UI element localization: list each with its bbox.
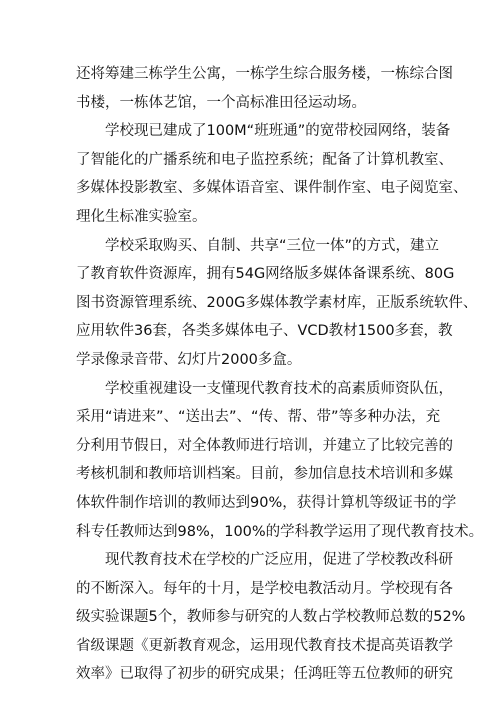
text-line: 科专任教师达到98%，100%的学科教学运用了现代教育技术。 [76, 523, 484, 540]
paragraph-research [76, 546, 466, 689]
text-line: 应用软件36套，各类多媒体电子、VCD教材1500多套，教 [76, 323, 453, 340]
paragraph-campus-construction [76, 60, 453, 117]
paragraph-network-facilities [76, 117, 468, 231]
text-line: 图书资源管理系统、200G多媒体教学素材库，正版系统软件、 [76, 294, 478, 311]
text-line: 级实验课题5个，教师参与研究的人数占学校教师总数的52% [76, 609, 466, 626]
text-line: 采用“请进来”、“送出去”、“传、帮、带”等多种办法，充 [76, 409, 441, 426]
text-line: 体软件制作培训的教师达到90%，获得计算机等级证书的学 [76, 494, 457, 511]
text-line: 的不断深入。每年的十月，是学校电教活动月。学校现有各 [76, 580, 453, 597]
text-line: 学录像录音带、幻灯片2000多盒。 [76, 351, 302, 368]
text-line: 学校现已建成了100M“班班通”的宽带校园网络，装备 [105, 123, 451, 140]
text-line: 效率》已取得了初步的研究成果；任鸿旺等五位教师的研究 [76, 666, 453, 683]
paragraph-software-resources [76, 232, 478, 375]
text-line: 分利用节假日，对全体教师进行培训，并建立了比较完善的 [76, 437, 453, 454]
text-line: 多媒体投影教室、多媒体语音室、课件制作室、电子阅览室、 [76, 180, 468, 197]
text-line: 还将筹建三栋学生公寓，一栋学生综合服务楼，一栋综合图 [76, 66, 453, 82]
text-line: 省级课题《更新教育观念，运用现代教育技术提高英语教学 [76, 637, 453, 654]
paragraph-teacher-training [76, 375, 484, 547]
text-line: 书楼，一栋体艺馆，一个高标准田径运动场。 [76, 94, 366, 111]
text-line: 理化生标准实验室。 [76, 208, 207, 225]
text-line: 考核机制和教师培训档案。目前，参加信息技术培训和多媒 [76, 466, 453, 483]
text-line: 学校采取购买、自制、共享“三位一体”的方式，建立 [105, 237, 440, 254]
text-line: 现代教育技术在学校的广泛应用，促进了学校教改科研 [105, 552, 453, 569]
text-line: 了智能化的广播系统和电子监控系统；配备了计算机教室、 [76, 151, 453, 168]
text-line: 了教育软件资源库，拥有54G网络版多媒体备课系统、80G [76, 266, 455, 283]
text-line: 学校重视建设一支懂现代教育技术的高素质师资队伍， [105, 380, 453, 397]
